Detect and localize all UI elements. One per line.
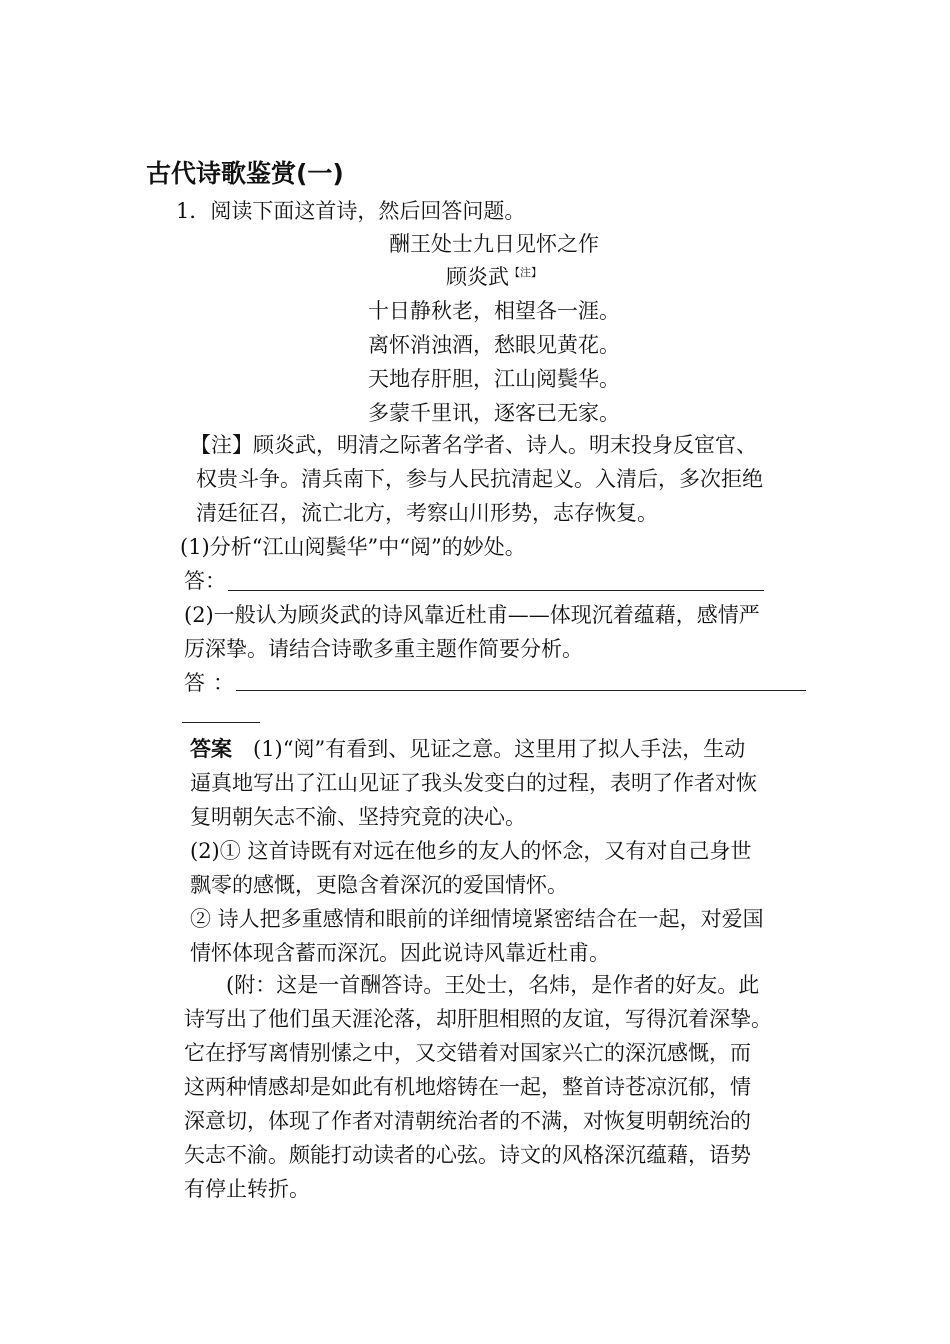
appendix-line: (附：这是一首酬答诗。王处士，名炜，是作者的好友。此 [226,973,760,997]
note-line: 权贵斗争。清兵南下，参与人民抗清起义。入清后，多次拒绝 [196,467,763,491]
question-2-line: 厉深挚。请结合诗歌多重主题作简要分析。 [184,637,583,661]
appendix-line: 诗写出了他们虽天涯沦落，却肝胆相照的友谊，写得沉着深挚。 [184,1007,772,1031]
doc-title: 古代诗歌鉴赏(一) [146,159,344,188]
poem-line: 多蒙千里讯，逐客已无家。 [368,401,620,425]
note-line: 【注】顾炎武，明清之际著名学者、诗人。明末投身反宦官、 [190,433,757,457]
appendix-line: 有停止转折。 [184,1177,310,1201]
answer-1-line-first [190,734,745,764]
question-intro: 1．阅读下面这首诗，然后回答问题。 [176,199,526,223]
poem-author: 顾炎武 [446,265,509,289]
answer-1-line: 复明朝矢志不渝、坚持究竟的决心。 [190,805,526,829]
appendix-line: 这两种情感却是如此有机地熔铸在一起，整首诗苍凉沉郁，情 [184,1075,751,1099]
poem-line: 十日静秋老，相望各一涯。 [368,299,620,323]
appendix-line: 深意切，体现了作者对清朝统治者的不满，对恢复明朝统治的 [184,1109,751,1133]
answer-1-line: 逼真地写出了江山见证了我头发变白的过程，表明了作者对恢 [190,771,757,795]
answer-line-2[interactable] [236,690,806,691]
answer-1-text: (1)“阅”有看到、见证之意。这里用了拟人手法，生动 [253,737,746,761]
poem-line: 天地存肝胆，江山阅鬓华。 [368,367,620,391]
question-2-line: (2)一般认为顾炎武的诗风靠近杜甫——体现沉着蕴藉，感情严 [184,603,760,627]
poem-title: 酬王处士九日见怀之作 [389,232,599,256]
answer-2-line: 飘零的感慨，更隐含着深沉的爱国情怀。 [190,873,568,897]
answer-label: 答案 [190,737,232,761]
answer-label-2: 答： [184,671,242,695]
appendix-line: 它在抒写离情别愫之中，又交错着对国家兴亡的深沉感慨，而 [184,1041,751,1065]
answer-label-1: 答： [184,569,226,593]
appendix-line: 矢志不渝。颇能打动读者的心弦。诗文的风格深沉蕴藉，语势 [184,1143,751,1167]
author-note-mark: 【注】 [509,266,542,279]
note-line: 清廷征召，流亡北方，考察山川形势，志存恢复。 [196,501,658,525]
answer-line-2-continued[interactable] [182,722,260,723]
poem-author-line [0,262,950,292]
answer-2-line: (2)① 这首诗既有对远在他乡的友人的怀念，又有对自己身世 [190,839,752,863]
poem-line: 离怀消浊酒，愁眼见黄花。 [368,333,620,357]
answer-2-line: 情怀体现含蓄而深沉。因此说诗风靠近杜甫。 [190,941,610,965]
question-1: (1)分析“江山阅鬓华”中“阅”的妙处。 [180,535,526,559]
answer-2-line: ② 诗人把多重感情和眼前的详细情境紧密结合在一起，对爱国 [190,907,764,931]
answer-line-1[interactable] [228,590,764,591]
